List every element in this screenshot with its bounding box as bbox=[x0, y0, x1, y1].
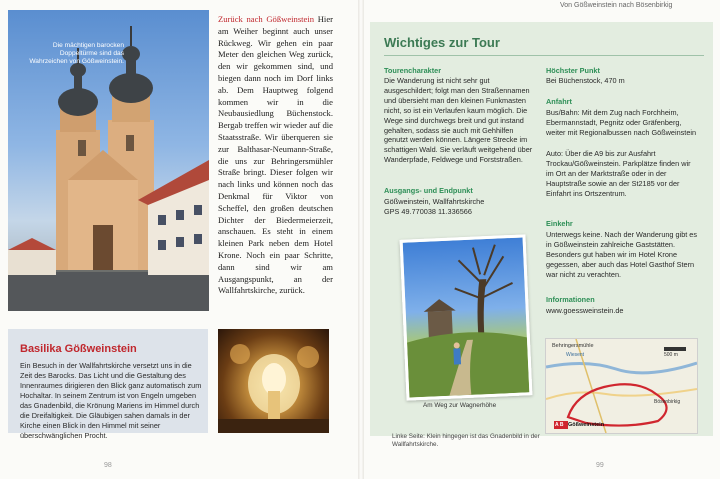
tour-info-title: Wichtiges zur Tour bbox=[384, 35, 500, 50]
hoechster-punkt-text: Bei Büchenstock, 470 m bbox=[546, 76, 625, 85]
map-label-river: Wiesent bbox=[566, 352, 585, 358]
anfahrt-auto-text: Auto: Über die A9 bis zur Ausfahrt Trockau/Gößweinstein. Parkplätze finden wir im Ort an der Marktstraße oder in der Hauptstraße sowie an der St2185 vor der Einfahrt ins Ortszentrum. bbox=[546, 149, 691, 198]
anfahrt-heading: Anfahrt bbox=[546, 97, 572, 106]
anfahrt-bus-text: Bus/Bahn: Mit dem Zug nach Forchheim, Ebermannstadt, Pegnitz oder Gräfenberg, weiter mit Regionalbussen nach Gößweinstein bbox=[546, 108, 697, 137]
basilika-text: Ein Besuch in der Wallfahrtskirche versetzt uns in die Zeit des Barocks. Das Licht und die Gestaltung des Innenraumes dirigieren den Blick ganz automatisch zum Hochaltar. In seinem Zentrum ist von Engeln umgeben das Gnadenbild, die Krönung Mariens im Himmel durch die Dreifaltigkeit. Die Gläubigen sahen damals in der Kirche einen Blick in den Himmel mit seiner überschwänglichen Procht. bbox=[20, 361, 202, 440]
title-divider bbox=[384, 55, 704, 56]
page-number-right: 99 bbox=[596, 462, 604, 469]
ausgangspunkt-text-1: Gößweinstein, Wallfahrtskirche bbox=[384, 197, 485, 206]
interior-illustration bbox=[218, 329, 329, 433]
church-photo-caption: Die mächtigen barocken Doppeltürme sind das Wahrzeichen von Gößweinstein. bbox=[29, 42, 124, 65]
basilika-info-box bbox=[8, 329, 208, 440]
left-page-caption: Linke Seite: Klein hingegen ist das Gnadenbild in der Wallfahrtskirche. bbox=[392, 433, 540, 448]
section-body: Hier am Weiher beginnt auch unser Rückweg. Wir gehen ein paar Meter den gleichen Weg zurück, den wir gekommen sind, und biegen dann noch im Dorf links ab. Dem Hauptweg folgend kommen wir in die Neubausiedlung Büchenstock. Bergab treffen wir wieder auf die Staatsstraße. Wir überqueren sie zur Balthasar-Neumann-Straße, die uns zur Behringersmühler Straße bringt. Dieser folgen wir nach links und können noch das Denkmal für Viktor von Scheffel, den großen deutschen Dichter der Biedermeierzeit, anschauen. Es steht in einem kleinen Park neben dem Hotel Krone. Noch ein paar Schritte, dann sind wir am Ausgangspunkt, an der Wallfahrtskirche, zurück. bbox=[218, 14, 333, 296]
church-photo bbox=[8, 10, 209, 311]
informationen-link[interactable]: www.goessweinstein.de bbox=[546, 306, 624, 315]
ausgangspunkt-gps: GPS 49.770038 11.336566 bbox=[384, 207, 472, 216]
section-lead-heading: Zurück nach Gößweinstein bbox=[218, 14, 315, 24]
map-label-bottom: Gößweinstein bbox=[568, 422, 605, 428]
map-start-badge: A B bbox=[555, 422, 564, 428]
informationen-heading: Informationen bbox=[546, 295, 595, 304]
tourencharakter-text: Die Wanderung ist nicht sehr gut ausgeschildert; folgt man den Straßennamen und übersieht man den kleinen Funkmasten nicht, so ist ein Verlaufen kaum möglich. Die Wege sind durchwegs breit und gut instand gehalten, sodass sie auch mit Gehhilfen genutzt werden können. Längere Strecke im schattigen Wald. Sie verläuft weitgehend über Wanderpfade, Feldwege und Forststraßen. bbox=[384, 76, 533, 165]
route-map bbox=[545, 338, 698, 434]
ausgangspunkt-heading: Ausgangs- und Endpunkt bbox=[384, 186, 473, 195]
map-label-mid: Bösenbirkig bbox=[654, 399, 681, 405]
map-label-top: Behringersmühle bbox=[552, 343, 594, 349]
tourencharakter-heading: Tourencharakter bbox=[384, 66, 442, 75]
hoechster-punkt-heading: Höchster Punkt bbox=[546, 66, 600, 75]
tree-path-photo bbox=[400, 234, 533, 400]
einkehr-text: Unterwegs keine. Nach der Wanderung gibt es in Gößweinstein zahlreiche Gaststätten. Besonders gut haben wir im Hotel Krone gegessen, aber auch das Hotel Gasthof Stern war nicht zu verachten. bbox=[546, 230, 698, 279]
main-body-text bbox=[218, 14, 333, 297]
einkehr-heading: Einkehr bbox=[546, 219, 573, 228]
map-scale: 500 m bbox=[664, 352, 678, 358]
running-head: Von Gößweinstein nach Bösenbirkig bbox=[560, 2, 673, 9]
tree-photo-caption: Am Weg zur Wagnerhöhe bbox=[423, 402, 497, 409]
tree-illustration bbox=[403, 237, 530, 397]
church-interior-photo bbox=[218, 329, 329, 433]
page-number-left: 98 bbox=[104, 462, 112, 469]
book-gutter bbox=[358, 0, 364, 479]
basilika-title: Basilika Gößweinstein bbox=[20, 343, 137, 355]
